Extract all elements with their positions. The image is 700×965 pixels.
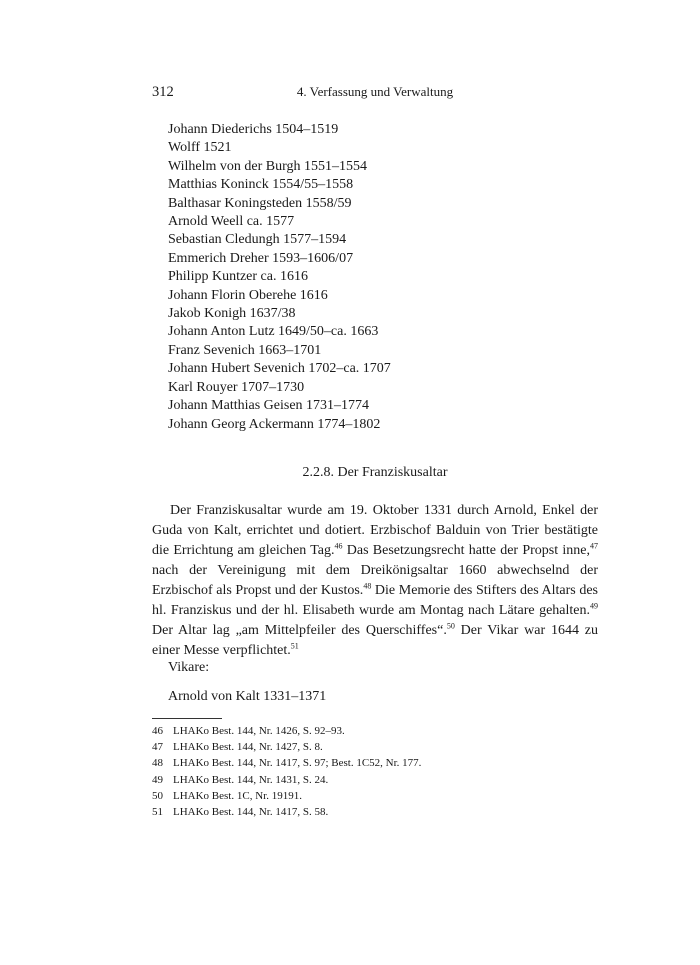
footnote <box>152 772 421 788</box>
list-item: Sebastian Cledungh 1577–1594 <box>168 232 347 248</box>
footnote-text: LHAKo Best. 144, Nr. 1431, S. 24. <box>173 773 329 786</box>
page-number: 312 <box>152 84 174 100</box>
footnote-ref: 47 <box>589 541 598 551</box>
list-item: Balthasar Koningsteden 1558/59 <box>168 195 352 211</box>
footnote <box>152 788 421 804</box>
footnote-ref: 46 <box>334 541 343 551</box>
list-item: Arnold Weell ca. 1577 <box>168 214 295 230</box>
list-item: Johann Diederichs 1504–1519 <box>168 122 339 137</box>
footnotes <box>152 723 421 820</box>
list-item: Philipp Kuntzer ca. 1616 <box>168 269 308 285</box>
list-item: Jakob Konigh 1637/38 <box>168 306 296 322</box>
list-item: Johann Georg Ackermann 1774–1802 <box>168 416 381 432</box>
footnote-text: LHAKo Best. 144, Nr. 1417, S. 97; Best. 1C52, Nr. 177. <box>173 757 422 770</box>
list-item: Johann Matthias Geisen 1731–1774 <box>168 398 370 414</box>
footnote-ref: 50 <box>446 621 455 631</box>
paragraph-text: Der Vikar war 1644 zu einer Messe verpflichtet. <box>152 623 599 658</box>
list-item: Wilhelm von der Burgh 1551–1554 <box>168 158 368 174</box>
paragraph-text: Das Besetzungsrecht hatte der Propst inne, <box>342 543 590 558</box>
footnote-text: LHAKo Best. 144, Nr. 1426, S. 92–93. <box>173 725 345 737</box>
list-item: Franz Sevenich 1663–1701 <box>168 342 322 358</box>
list-item: Emmerich Dreher 1593–1606/07 <box>168 250 354 266</box>
list-item: Johann Hubert Sevenich 1702–ca. 1707 <box>168 361 391 377</box>
paragraph-text: nach der Vereinigung mit dem Dreikönigsaltar 1660 abwechselnd der Erzbischof als Propst und der Kustos. <box>152 563 598 598</box>
footnote-number: 46 <box>152 725 163 737</box>
footnote-number: 49 <box>152 773 163 786</box>
vikare-label: Vikare: <box>168 660 210 675</box>
footnote-ref: 48 <box>363 581 372 591</box>
footnote-ref: 49 <box>590 601 598 611</box>
vikar-entry: Arnold von Kalt 1331–1371 <box>168 689 327 704</box>
running-title: 4. Verfassung und Verwaltung <box>296 84 454 99</box>
footnote-number: 51 <box>152 806 163 819</box>
paragraph-text: Der Franziskusaltar wurde am 19. Oktober 1331 durch Arnold, Enkel der Guda von Kalt, errichtet und dotiert. Erzbischof Balduin von Trier bestätigte die Errichtung am gleichen Tag. <box>152 503 598 558</box>
footnote <box>152 804 421 820</box>
name-list <box>168 121 391 434</box>
list-item: Johann Anton Lutz 1649/50–ca. 1663 <box>168 324 379 340</box>
paragraph-text: Die Memorie des Stifters des Altars des hl. Franziskus und der hl. Elisabeth wurde am Montag nach Lätare gehalten. <box>152 583 598 618</box>
footnote-number: 48 <box>152 757 163 770</box>
footnote-number: 47 <box>152 741 163 754</box>
footnote-ref: 51 <box>290 641 299 651</box>
footnote <box>152 723 421 739</box>
footnote-separator <box>152 718 222 719</box>
footnote-text: LHAKo Best. 144, Nr. 1417, S. 58. <box>173 806 329 819</box>
footnote <box>152 739 421 755</box>
footnote-text: LHAKo Best. 144, Nr. 1427, S. 8. <box>173 741 323 754</box>
list-item: Johann Florin Oberehe 1616 <box>168 287 328 303</box>
list-item: Wolff 1521 <box>168 140 232 156</box>
list-item: Karl Rouyer 1707–1730 <box>168 379 305 395</box>
list-item: Matthias Koninck 1554/55–1558 <box>168 177 354 193</box>
running-head <box>152 84 598 104</box>
footnote-text: LHAKo Best. 1C, Nr. 19191. <box>173 789 302 802</box>
footnote-number: 50 <box>152 789 163 802</box>
body-paragraph <box>152 501 598 661</box>
paragraph-text: Der Altar lag „am Mittelpfeiler des Querschiffes“. <box>152 623 447 638</box>
section-heading: 2.2.8. Der Franziskusaltar <box>302 465 448 480</box>
footnote <box>152 755 421 771</box>
